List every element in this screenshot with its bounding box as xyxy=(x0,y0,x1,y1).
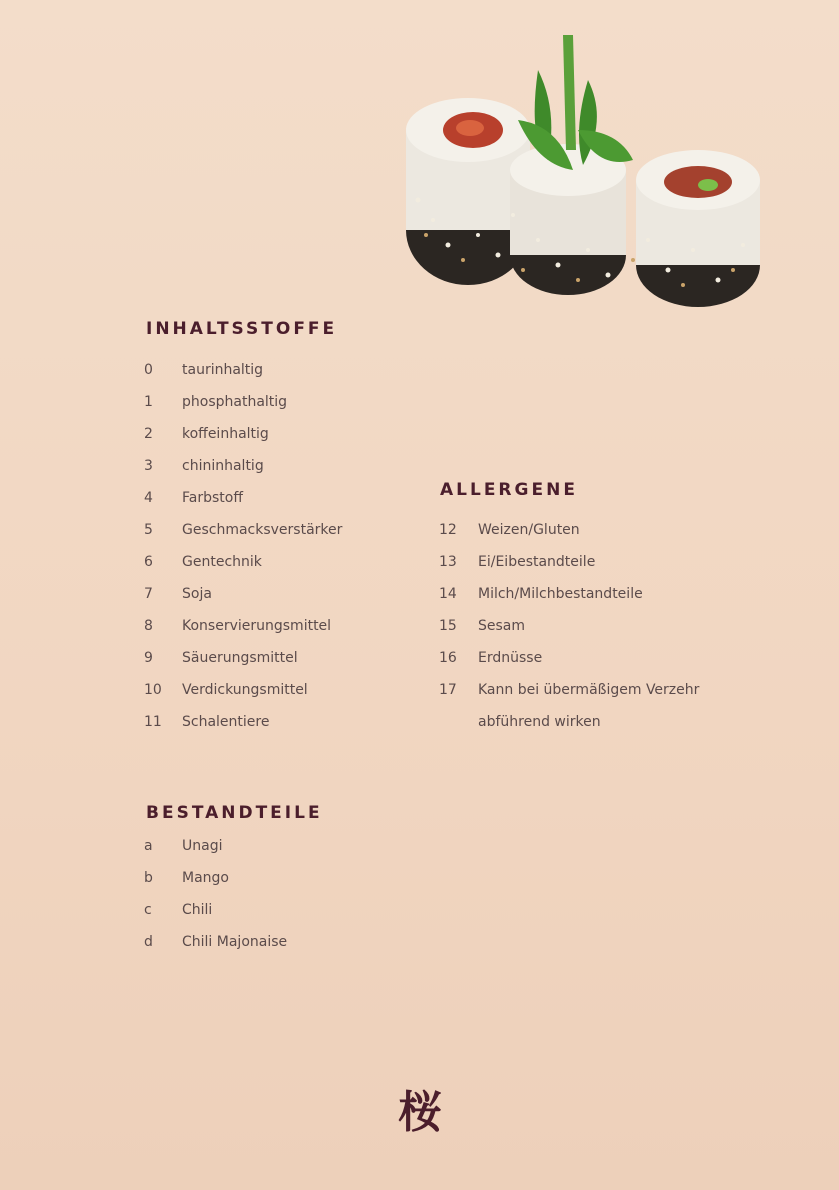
item-label: Schalentiere xyxy=(182,714,270,730)
inhaltsstoffe-heading: INHALTSSTOFFE xyxy=(146,319,338,339)
item-label: Konservierungsmittel xyxy=(182,618,332,634)
item-label: Erdnüsse xyxy=(478,650,543,666)
item-key: 8 xyxy=(144,618,153,634)
item-key: a xyxy=(144,838,153,854)
item-label: Ei/Eibestandteile xyxy=(478,554,596,570)
item-key: 10 xyxy=(144,682,162,698)
item-label: taurinhaltig xyxy=(182,362,264,378)
item-label: Milch/Milchbestandteile xyxy=(478,586,643,602)
item-label: abführend wirken xyxy=(478,714,601,730)
item-key: 7 xyxy=(144,586,153,602)
item-label: Chili xyxy=(182,902,213,918)
item-label: Kann bei übermäßigem Verzehr xyxy=(478,682,700,698)
allergene-heading: ALLERGENE xyxy=(440,480,578,500)
item-key: 6 xyxy=(144,554,153,570)
item-key: 1 xyxy=(144,394,153,410)
item-key: 5 xyxy=(144,522,153,538)
item-label: Weizen/Gluten xyxy=(478,522,580,538)
item-key: d xyxy=(144,934,153,950)
item-label: Chili Majonaise xyxy=(182,934,288,950)
item-key: 17 xyxy=(439,682,457,698)
item-key: b xyxy=(144,870,153,886)
sakura-logo-char: 桜 xyxy=(398,1087,442,1138)
item-label: chininhaltig xyxy=(182,458,264,474)
item-key: 16 xyxy=(439,650,457,666)
item-label: Soja xyxy=(182,586,212,602)
item-key: 2 xyxy=(144,426,153,442)
sushi-roll-image xyxy=(398,30,768,315)
item-key: 4 xyxy=(144,490,153,506)
item-key: 0 xyxy=(144,362,153,378)
item-label: koffeinhaltig xyxy=(182,426,269,442)
item-key: 15 xyxy=(439,618,457,634)
item-key: 9 xyxy=(144,650,153,666)
item-label: Farbstoff xyxy=(182,490,243,506)
item-label: Mango xyxy=(182,870,229,886)
item-label: phosphathaltig xyxy=(182,394,288,410)
item-key: 13 xyxy=(439,554,457,570)
item-key: 11 xyxy=(144,714,162,730)
item-label: Sesam xyxy=(478,618,526,634)
item-key: c xyxy=(144,902,152,918)
item-label: Verdickungsmittel xyxy=(182,682,308,698)
item-key: 14 xyxy=(439,586,457,602)
item-label: Unagi xyxy=(182,838,223,854)
sushi-piece-right xyxy=(636,150,760,307)
item-key: 12 xyxy=(439,522,457,538)
item-key: 3 xyxy=(144,458,153,474)
item-label: Säuerungsmittel xyxy=(182,650,298,666)
item-label: Gentechnik xyxy=(182,554,262,570)
item-label: Geschmacksverstärker xyxy=(182,522,343,538)
bestandteile-heading: BESTANDTEILE xyxy=(146,803,323,823)
